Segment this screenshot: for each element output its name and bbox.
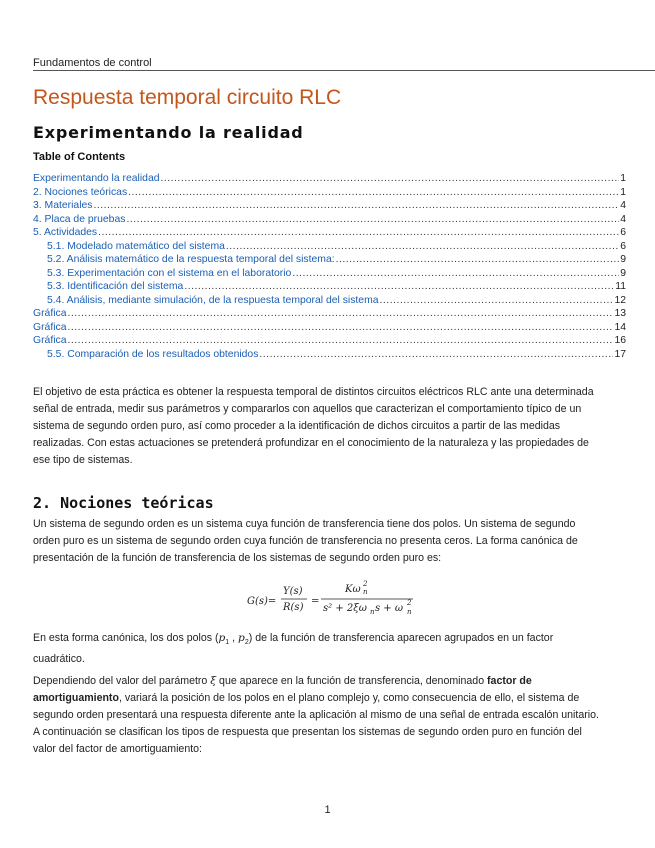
- damping-text-a: Dependiendo del valor del parámetro: [33, 675, 211, 687]
- toc-entry-label[interactable]: 5.2. Análisis matemático de la respuesta temporal del sistema:: [47, 254, 335, 265]
- toc-entry-label[interactable]: Experimentando la realidad: [33, 173, 160, 184]
- formula-frac1-num: Y(s): [283, 586, 303, 597]
- section-heading-nociones: 2. Nociones teóricas: [33, 494, 214, 512]
- running-header: Fundamentos de control: [33, 57, 152, 69]
- formula-frac1-den: R(s): [283, 602, 304, 613]
- toc-entry-page: 14: [614, 321, 626, 333]
- damping-text-c: , variará la posición de los polos en el plano complejo y, como consecuencia de ello, el sistema de segundo orden presentará una respuesta diferente ante la aplicación al mismo de una señal de entrada escalón unitario. A continuación se clasifican los tipos de respuesta que presentan los sistemas de segundo orden puro en función del valor del factor de amortiguamiento:: [33, 692, 599, 755]
- toc-entry-label[interactable]: 5.4. Análisis, mediante simulación, de la respuesta temporal del sistema: [47, 294, 379, 306]
- poles-text-a: En esta forma canónica, los dos polos (: [33, 632, 219, 644]
- toc-entry-label[interactable]: Gráfica: [33, 308, 67, 319]
- toc-leader-dots: [380, 294, 614, 308]
- toc-leader-dots: [128, 186, 619, 200]
- toc-entry-label[interactable]: 2. Nociones teóricas: [33, 186, 128, 198]
- toc-entry[interactable]: [33, 199, 626, 213]
- toc-entry-page: 4: [620, 200, 626, 211]
- toc-entry-label[interactable]: 5.3. Experimentación con el sistema en el laboratorio: [47, 267, 292, 279]
- document-title: Respuesta temporal circuito RLC: [33, 86, 342, 109]
- toc-entry-page: 17: [614, 348, 626, 360]
- toc-entry[interactable]: [33, 213, 626, 227]
- toc-entry[interactable]: [33, 267, 626, 281]
- page-number: 1: [324, 804, 331, 816]
- toc-entry[interactable]: [33, 186, 626, 200]
- toc-leader-dots: [93, 199, 619, 213]
- poles-text-b: ) de la función de transferencia aparecen agrupados en un factor cuadrático.: [33, 632, 554, 666]
- header-rule: [33, 70, 655, 71]
- toc-entry-label[interactable]: 5. Actividades: [33, 227, 98, 238]
- toc-entry[interactable]: [33, 253, 626, 267]
- toc-entry-page: 4: [620, 213, 626, 225]
- table-of-contents: [33, 172, 626, 361]
- toc-entry-page: 13: [614, 308, 626, 319]
- toc-entry-label[interactable]: Gráfica: [33, 321, 67, 333]
- intro-paragraph: El objetivo de esta práctica es obtener la respuesta temporal de distintos circuitos eléctricos RLC ante una determinada señal de entrada, medir sus parámetros y compararlos con aquellos que caracterizan el comportamiento típico de un sistema de segundo orden puro, así como proceder a la identificación de dichos circuitos a partir de las medidas realizadas. Con estas actuaciones se pretenderá profundizar en el conocimiento de la naturaleza y las propiedades de ese tipo de sistemas.: [33, 386, 594, 466]
- toc-entry-page: 9: [620, 254, 626, 265]
- toc-leader-dots: [68, 307, 614, 321]
- toc-entry[interactable]: [33, 348, 626, 362]
- pole-symbol-1: p: [218, 632, 226, 644]
- toc-entry[interactable]: [33, 226, 626, 240]
- toc-leader-dots: [161, 172, 620, 186]
- formula-lhs: G(s)=: [247, 596, 277, 607]
- toc-leader-dots: [126, 213, 619, 227]
- section-heading-experimentando: Experimentando la realidad: [33, 123, 304, 142]
- toc-entry-page: 11: [615, 281, 626, 292]
- toc-leader-dots: [259, 348, 613, 362]
- toc-entry-page: 6: [620, 227, 626, 238]
- pole-sub-1: 1: [225, 639, 230, 647]
- toc-leader-dots: [226, 240, 619, 254]
- formula-frac2-num: Kω: [345, 584, 361, 595]
- poles-separator: ,: [229, 632, 239, 644]
- toc-entry-label[interactable]: Gráfica: [33, 335, 67, 346]
- toc-leader-dots: [292, 267, 619, 281]
- transfer-function-formula: [247, 580, 417, 620]
- toc-entry-label[interactable]: 4. Placa de pruebas: [33, 213, 126, 225]
- toc-entry[interactable]: [33, 172, 626, 186]
- toc-entry-label[interactable]: 3. Materiales: [33, 200, 93, 211]
- toc-leader-dots: [336, 253, 620, 267]
- formula-frac2-den-sup: 2: [407, 599, 412, 607]
- formula-eq: =: [311, 596, 320, 607]
- formula-frac2-den: s² + 2ξω: [323, 603, 367, 614]
- toc-leader-dots: [68, 321, 614, 335]
- toc-leader-dots: [184, 280, 614, 294]
- toc-leader-dots: [98, 226, 619, 240]
- formula-frac2-den-sub: n: [370, 608, 375, 616]
- nociones-paragraph: Un sistema de segundo orden es un sistema cuya función de transferencia tiene dos polos. Un sistema de segundo orden puro es un sistema de segundo orden cuya función de transferencia no presenta ceros. La forma canónica de presentación de la función de transferencia de los sistemas de segundo orden puro es:: [33, 518, 578, 564]
- toc-entry[interactable]: [33, 294, 626, 308]
- toc-entry-page: 6: [620, 240, 626, 252]
- toc-title: Table of Contents: [33, 151, 126, 163]
- pole-symbol-2: p: [238, 632, 245, 644]
- toc-entry-label[interactable]: 5.5. Comparación de los resultados obtenidos: [47, 348, 259, 360]
- toc-entry[interactable]: [33, 240, 626, 254]
- xi-symbol: ξ: [210, 675, 217, 687]
- formula-frac2-num-sub: n: [363, 588, 368, 596]
- formula-frac2-den-sub2: n: [407, 608, 412, 616]
- toc-entry-page: 16: [614, 335, 626, 346]
- pole-sub-2: 2: [244, 639, 249, 647]
- toc-leader-dots: [68, 334, 614, 348]
- toc-entry[interactable]: [33, 307, 626, 321]
- toc-entry-page: 12: [614, 294, 626, 306]
- poles-paragraph: [33, 630, 599, 668]
- damping-paragraph: [33, 673, 599, 758]
- damping-factor-term: factor de amortiguamiento: [33, 675, 532, 704]
- damping-text-b: que aparece en la función de transferencia, denominado: [216, 675, 488, 687]
- toc-entry-label[interactable]: 5.1. Modelado matemático del sistema: [47, 240, 225, 252]
- toc-entry-page: 1: [620, 173, 626, 184]
- toc-entry[interactable]: [33, 280, 626, 294]
- toc-entry[interactable]: [33, 334, 626, 348]
- formula-frac2-den-tail: s + ω: [375, 603, 404, 614]
- toc-entry[interactable]: [33, 321, 626, 335]
- toc-entry-page: 1: [620, 186, 626, 198]
- toc-entry-label[interactable]: 5.3. Identificación del sistema: [47, 281, 184, 292]
- formula-frac2-num-sup: 2: [363, 580, 368, 588]
- toc-entry-page: 9: [620, 267, 626, 279]
